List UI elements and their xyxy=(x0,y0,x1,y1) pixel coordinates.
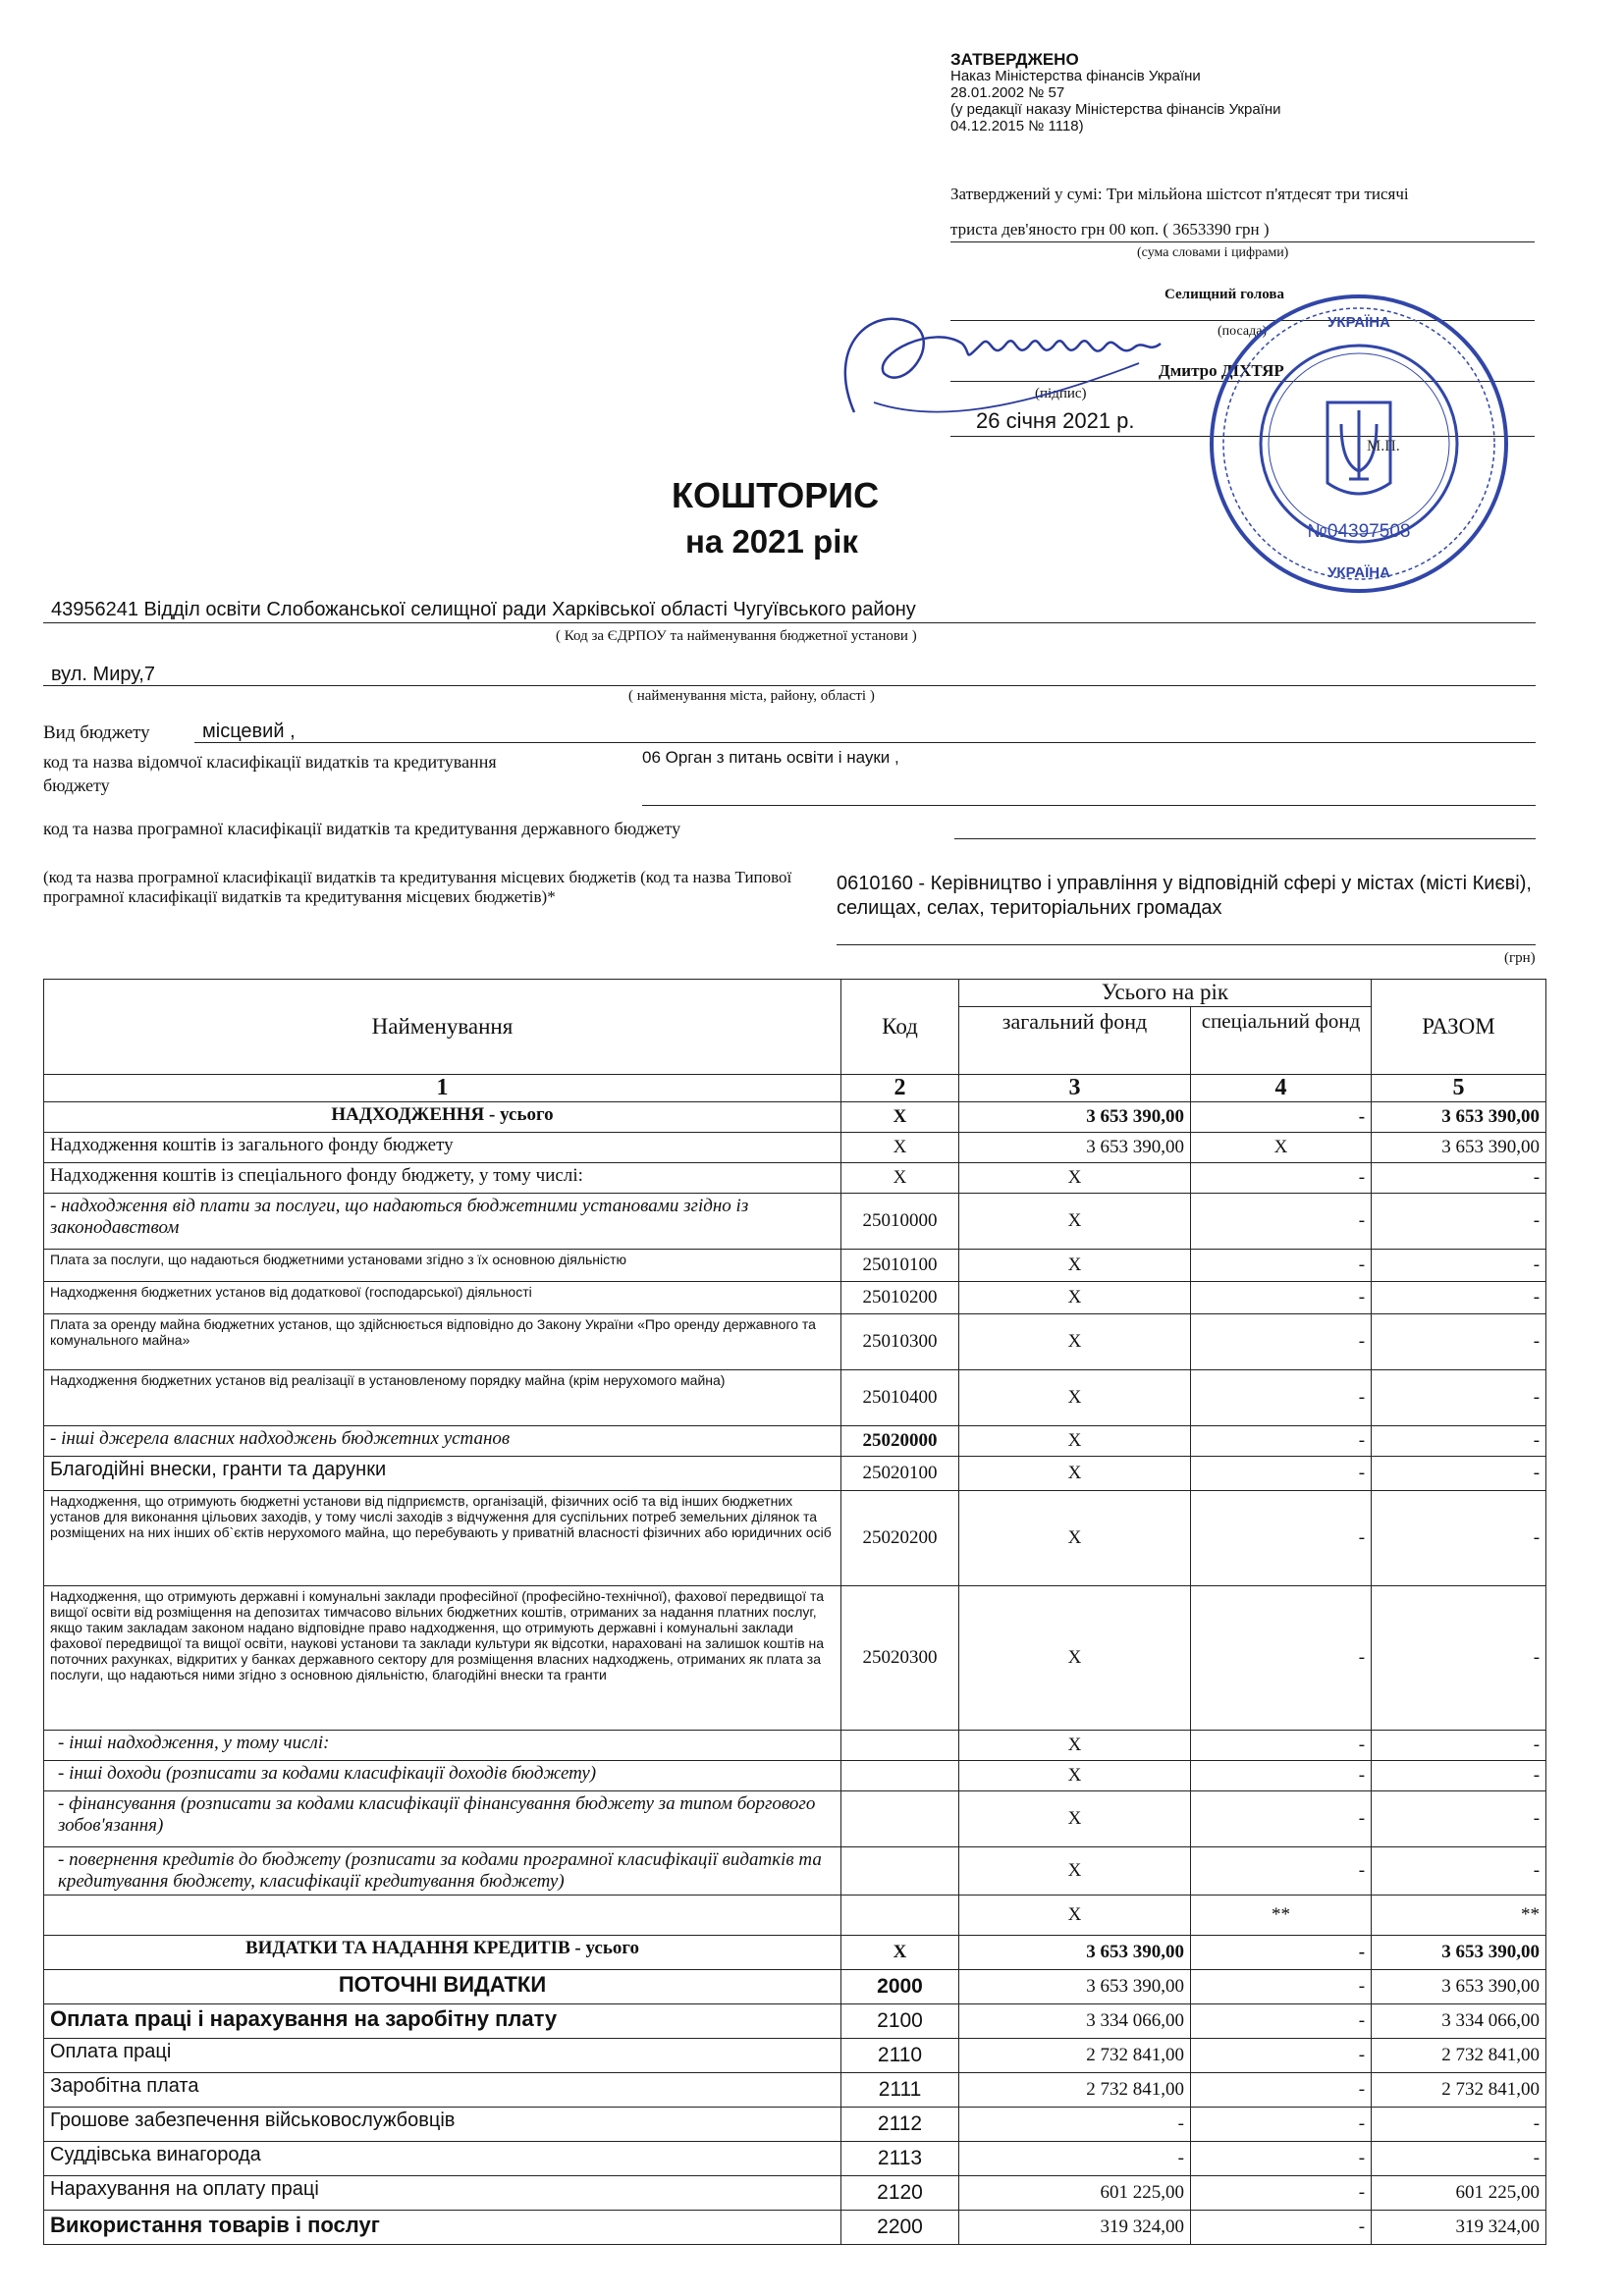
cell-name: - інші доходи (розписати за кодами класифікації доходів бюджету) xyxy=(44,1761,841,1791)
table-row xyxy=(44,1426,1546,1457)
table-row xyxy=(44,1936,1546,1970)
cell-name: Надходження бюджетних установ від реалізації в установленому порядку майна (крім нерухомого майна) xyxy=(44,1370,841,1426)
cell-name: - фінансування (розписати за кодами класифікації фінансування бюджету за типом боргового зобов'язання) xyxy=(44,1791,841,1847)
table-row xyxy=(44,1133,1546,1163)
cell-name: Надходження коштів із загального фонду бюджету xyxy=(44,1133,841,1163)
cell-special-fund: - xyxy=(1191,1970,1372,2004)
budget-table xyxy=(43,979,1546,2245)
cell-name: Нарахування на оплату праці xyxy=(44,2176,841,2211)
cell-name: Суддівська винагорода xyxy=(44,2142,841,2176)
cell-code: 2113 xyxy=(841,2142,959,2176)
cell-code: 25020000 xyxy=(841,1426,959,1457)
sum-caption: (сума словами і цифрами) xyxy=(1137,245,1289,260)
cell-name: Надходження, що отримують державні і комунальні заклади професійної (професійно-технічної), фахової передвищої та вищої освіти від розміщення на депозитах тимчасово вільних бюджетних коштів, отриманих за надання платних послуг, якщо таким закладам законом надано відповідне право надходження, що отримують державні і комунальні заклади фахової передвищої та вищої освіти, наукові установи та заклади культури як відсотки, нараховані на залишок коштів на поточних рахунках, відкритих у банках державного сектору для розміщення власних надходжень, отриманих як плата за послуги, що надаються ними згідно з основною діяльністю, благодійні внески та гранти xyxy=(44,1586,841,1731)
cell-special-fund: Х xyxy=(1191,1133,1372,1163)
col-header-code: Код xyxy=(841,980,959,1075)
cell-general-fund: 319 324,00 xyxy=(959,2211,1191,2245)
cell-general-fund: Х xyxy=(959,1731,1191,1761)
budget-type-value: місцевий , xyxy=(202,721,296,742)
address-caption: ( найменування міста, району, області ) xyxy=(628,688,875,704)
cell-general-fund: Х xyxy=(959,1791,1191,1847)
cell-general-fund: Х xyxy=(959,1370,1191,1426)
local-program-value: 0610160 - Керівництво і управління у відповідній сфері у містах (місті Києві), селищах, селах, територіальних громадах xyxy=(837,873,1532,919)
cell-code: 25010400 xyxy=(841,1370,959,1426)
approval-order-date: 28.01.2002 № 57 xyxy=(950,84,1065,101)
svg-text:УКРАЇНА: УКРАЇНА xyxy=(1327,564,1390,581)
cell-code xyxy=(841,1847,959,1896)
cell-total: 2 732 841,00 xyxy=(1372,2039,1546,2073)
cell-special-fund: - xyxy=(1191,2073,1372,2108)
cell-total: 3 653 390,00 xyxy=(1372,1970,1546,2004)
cell-name: - інші надходження, у тому числі: xyxy=(44,1731,841,1761)
cell-code: 25010200 xyxy=(841,1282,959,1314)
cell-name: Плата за послуги, що надаються бюджетними установами згідно з їх основною діяльністю xyxy=(44,1250,841,1282)
cell-total: 3 653 390,00 xyxy=(1372,1936,1546,1970)
cell-general-fund: Х xyxy=(959,1586,1191,1731)
col-header-total-year: Усього на рік xyxy=(959,980,1372,1007)
table-row xyxy=(44,2073,1546,2108)
cell-general-fund: Х xyxy=(959,1194,1191,1250)
col-header-name: Найменування xyxy=(44,980,841,1075)
cell-name: Використання товарів і послуг xyxy=(44,2211,841,2245)
cell-total: - xyxy=(1372,1314,1546,1370)
cell-code xyxy=(841,1761,959,1791)
cell-general-fund: Х xyxy=(959,1491,1191,1586)
cell-general-fund: Х xyxy=(959,1163,1191,1194)
table-row xyxy=(44,1163,1546,1194)
cell-name: Надходження, що отримують бюджетні установи від підприємств, організацій, фізичних осіб та від інших бюджетних установ для виконання цільових заходів, у тому числі заходів з відчуження для суспільних потреб земельних ділянок та розміщених на них інших об`єктів нерухомого майна, що перебувають у приватній власності фізичних або юридичних осіб xyxy=(44,1491,841,1586)
cell-special-fund: - xyxy=(1191,2004,1372,2039)
table-row xyxy=(44,1457,1546,1491)
cell-general-fund: 3 653 390,00 xyxy=(959,1936,1191,1970)
svg-text:УКРАЇНА: УКРАЇНА xyxy=(1327,314,1390,331)
cell-special-fund: ** xyxy=(1191,1896,1372,1936)
table-row xyxy=(44,1896,1546,1936)
table-row xyxy=(44,1847,1546,1896)
cell-general-fund: Х xyxy=(959,1426,1191,1457)
cell-general-fund: Х xyxy=(959,1457,1191,1491)
table-row xyxy=(44,1731,1546,1761)
approval-edition-date: 04.12.2015 № 1118) xyxy=(950,118,1084,134)
approval-date: 26 січня 2021 р. xyxy=(976,408,1135,433)
svg-text:№04397508: №04397508 xyxy=(1307,521,1411,542)
cell-code: 25010000 xyxy=(841,1194,959,1250)
cell-special-fund: - xyxy=(1191,1791,1372,1847)
cell-name: Оплата праці xyxy=(44,2039,841,2073)
cell-code: Х xyxy=(841,1102,959,1133)
dept-classification-label-2: бюджету xyxy=(43,775,110,795)
cell-name xyxy=(44,1896,841,1936)
cell-total: 319 324,00 xyxy=(1372,2211,1546,2245)
cell-special-fund: - xyxy=(1191,1370,1372,1426)
approval-title: ЗАТВЕРДЖЕНО xyxy=(950,50,1079,69)
cell-special-fund: - xyxy=(1191,1936,1372,1970)
currency-unit: (грн) xyxy=(1504,950,1536,966)
dept-classification-value: 06 Орган з питань освіти і науки , xyxy=(642,748,899,767)
table-row xyxy=(44,1250,1546,1282)
table-row xyxy=(44,1370,1546,1426)
col-header-special: спеціальний фонд xyxy=(1191,1006,1372,1074)
cell-name: Грошове забезпечення військовослужбовців xyxy=(44,2108,841,2142)
cell-total: - xyxy=(1372,1194,1546,1250)
state-program-label: код та назва програмної класифікації видатків та кредитування державного бюджету xyxy=(43,819,681,838)
approval-block xyxy=(950,51,1281,134)
cell-name: Благодійні внески, гранти та дарунки xyxy=(44,1457,841,1491)
col-number-3: 3 xyxy=(959,1075,1191,1102)
cell-name: ПОТОЧНІ ВИДАТКИ xyxy=(44,1970,841,2004)
cell-special-fund: - xyxy=(1191,2108,1372,2142)
cell-special-fund: - xyxy=(1191,2176,1372,2211)
cell-total: - xyxy=(1372,1731,1546,1761)
cell-general-fund: Х xyxy=(959,1896,1191,1936)
cell-total: 3 653 390,00 xyxy=(1372,1133,1546,1163)
col-number-2: 2 xyxy=(841,1075,959,1102)
approval-edition-line: (у редакції наказу Міністерства фінансів України xyxy=(950,101,1281,118)
col-header-total: РАЗОМ xyxy=(1372,980,1546,1075)
cell-general-fund: Х xyxy=(959,1250,1191,1282)
approval-order-line: Наказ Міністерства фінансів України xyxy=(950,68,1201,84)
cell-special-fund: - xyxy=(1191,1194,1372,1250)
official-stamp xyxy=(1206,287,1512,601)
cell-code: 2111 xyxy=(841,2073,959,2108)
cell-special-fund: - xyxy=(1191,2142,1372,2176)
cell-total: - xyxy=(1372,1163,1546,1194)
cell-special-fund: - xyxy=(1191,1491,1372,1586)
budget-type-label: Вид бюджету xyxy=(43,722,150,743)
cell-total: ** xyxy=(1372,1896,1546,1936)
col-number-5: 5 xyxy=(1372,1075,1546,1102)
cell-total: - xyxy=(1372,1847,1546,1896)
cell-general-fund: Х xyxy=(959,1282,1191,1314)
cell-special-fund: - xyxy=(1191,2211,1372,2245)
cell-code: 25010300 xyxy=(841,1314,959,1370)
position-caption: (посада) xyxy=(1218,324,1268,339)
cell-general-fund: 2 732 841,00 xyxy=(959,2073,1191,2108)
cell-code xyxy=(841,1731,959,1761)
cell-total: - xyxy=(1372,1250,1546,1282)
table-row xyxy=(44,1586,1546,1731)
institution-caption: ( Код за ЄДРПОУ та найменування бюджетної установи ) xyxy=(556,628,917,644)
cell-name: Заробітна плата xyxy=(44,2073,841,2108)
cell-code xyxy=(841,1896,959,1936)
cell-code: Х xyxy=(841,1936,959,1970)
cell-total: 2 732 841,00 xyxy=(1372,2073,1546,2108)
cell-special-fund: - xyxy=(1191,1426,1372,1457)
col-number-4: 4 xyxy=(1191,1075,1372,1102)
col-header-general: загальний фонд xyxy=(959,1006,1191,1074)
cell-code: 25010100 xyxy=(841,1250,959,1282)
cell-name: - інші джерела власних надходжень бюджетних установ xyxy=(44,1426,841,1457)
cell-total: - xyxy=(1372,1586,1546,1731)
cell-special-fund: - xyxy=(1191,1102,1372,1133)
cell-general-fund: 3 653 390,00 xyxy=(959,1133,1191,1163)
col-number-1: 1 xyxy=(44,1075,841,1102)
cell-name: Оплата праці і нарахування на заробітну плату xyxy=(44,2004,841,2039)
local-program-label: (код та назва програмної класифікації видатків та кредитування місцевих бюджетів (код та назва Типової програмної класифікації видатків та кредитування місцевих бюджетів)* xyxy=(43,868,792,906)
table-row xyxy=(44,1491,1546,1586)
cell-name: Надходження коштів із спеціального фонду бюджету, у тому числі: xyxy=(44,1163,841,1194)
cell-code: 2120 xyxy=(841,2176,959,2211)
cell-general-fund: Х xyxy=(959,1314,1191,1370)
cell-general-fund: 2 732 841,00 xyxy=(959,2039,1191,2073)
cell-code: Х xyxy=(841,1133,959,1163)
cell-total: - xyxy=(1372,2108,1546,2142)
cell-total: - xyxy=(1372,1791,1546,1847)
cell-special-fund: - xyxy=(1191,1847,1372,1896)
table-row xyxy=(44,2211,1546,2245)
table-row xyxy=(44,2176,1546,2211)
table-row xyxy=(44,2108,1546,2142)
approved-sum-line2: триста дев'яносто грн 00 коп. ( 3653390 грн ) xyxy=(950,220,1270,239)
cell-name: НАДХОДЖЕННЯ - усього xyxy=(44,1102,841,1133)
cell-name: ВИДАТКИ ТА НАДАННЯ КРЕДИТІВ - усього xyxy=(44,1936,841,1970)
document-subtitle: на 2021 рік xyxy=(685,523,858,560)
cell-name: Плата за оренду майна бюджетних установ, що здійснюється відповідно до Закону України «Про оренду державного та комунального майна» xyxy=(44,1314,841,1370)
cell-code: 2000 xyxy=(841,1970,959,2004)
cell-total: - xyxy=(1372,1426,1546,1457)
cell-code: 25020300 xyxy=(841,1586,959,1731)
cell-special-fund: - xyxy=(1191,1282,1372,1314)
table-row xyxy=(44,1194,1546,1250)
table-row xyxy=(44,1970,1546,2004)
cell-special-fund: - xyxy=(1191,1761,1372,1791)
table-row xyxy=(44,1761,1546,1791)
cell-name: - надходження від плати за послуги, що надаються бюджетними установами згідно із законодавством xyxy=(44,1194,841,1250)
cell-total: - xyxy=(1372,1457,1546,1491)
cell-name: Надходження бюджетних установ від додаткової (господарської) діяльності xyxy=(44,1282,841,1314)
cell-code: 2112 xyxy=(841,2108,959,2142)
cell-total: 3 334 066,00 xyxy=(1372,2004,1546,2039)
cell-total: - xyxy=(1372,1491,1546,1586)
address: вул. Миру,7 xyxy=(51,664,155,685)
cell-general-fund: Х xyxy=(959,1847,1191,1896)
table-row xyxy=(44,2004,1546,2039)
table-row xyxy=(44,1102,1546,1133)
signer-position: Селищний голова xyxy=(1164,287,1284,302)
cell-code: 25020100 xyxy=(841,1457,959,1491)
approved-sum-label: Затверджений у сумі: Три мільйона шістсот п'ятдесят три тисячі xyxy=(950,185,1409,203)
table-row xyxy=(44,2142,1546,2176)
table-row xyxy=(44,1282,1546,1314)
cell-code: 2200 xyxy=(841,2211,959,2245)
signer-name: Дмитро ДІХТЯР xyxy=(1159,361,1284,380)
cell-special-fund: - xyxy=(1191,1457,1372,1491)
institution-name: 43956241 Відділ освіти Слобожанської селищної ради Харківської області Чугуївського району xyxy=(51,599,916,620)
stamp-mark: М.П. xyxy=(1367,438,1400,454)
cell-code: 25020200 xyxy=(841,1491,959,1586)
cell-special-fund: - xyxy=(1191,2039,1372,2073)
cell-special-fund: - xyxy=(1191,1586,1372,1731)
cell-special-fund: - xyxy=(1191,1731,1372,1761)
cell-total: 3 653 390,00 xyxy=(1372,1102,1546,1133)
cell-total: - xyxy=(1372,1761,1546,1791)
cell-code: 2100 xyxy=(841,2004,959,2039)
cell-code: Х xyxy=(841,1163,959,1194)
cell-code: 2110 xyxy=(841,2039,959,2073)
cell-general-fund: 3 334 066,00 xyxy=(959,2004,1191,2039)
cell-general-fund: 601 225,00 xyxy=(959,2176,1191,2211)
cell-total: - xyxy=(1372,1282,1546,1314)
cell-special-fund: - xyxy=(1191,1314,1372,1370)
document-title: КОШТОРИС xyxy=(672,475,880,515)
table-row xyxy=(44,1791,1546,1847)
cell-general-fund: 3 653 390,00 xyxy=(959,1102,1191,1133)
cell-total: 601 225,00 xyxy=(1372,2176,1546,2211)
cell-special-fund: - xyxy=(1191,1163,1372,1194)
cell-general-fund: - xyxy=(959,2108,1191,2142)
cell-general-fund: 3 653 390,00 xyxy=(959,1970,1191,2004)
table-row xyxy=(44,2039,1546,2073)
cell-general-fund: - xyxy=(959,2142,1191,2176)
cell-code xyxy=(841,1791,959,1847)
signature-caption: (підпис) xyxy=(1035,386,1087,401)
cell-name: - повернення кредитів до бюджету (розписати за кодами програмної класифікації видатків та кредитування бюджету, класифікації кредитування бюджету) xyxy=(44,1847,841,1896)
signature-image xyxy=(815,285,1168,442)
cell-total: - xyxy=(1372,1370,1546,1426)
cell-special-fund: - xyxy=(1191,1250,1372,1282)
dept-classification-label: код та назва відомчої класифікації видатків та кредитування xyxy=(43,752,497,772)
cell-general-fund: Х xyxy=(959,1761,1191,1791)
cell-total: - xyxy=(1372,2142,1546,2176)
table-row xyxy=(44,1314,1546,1370)
